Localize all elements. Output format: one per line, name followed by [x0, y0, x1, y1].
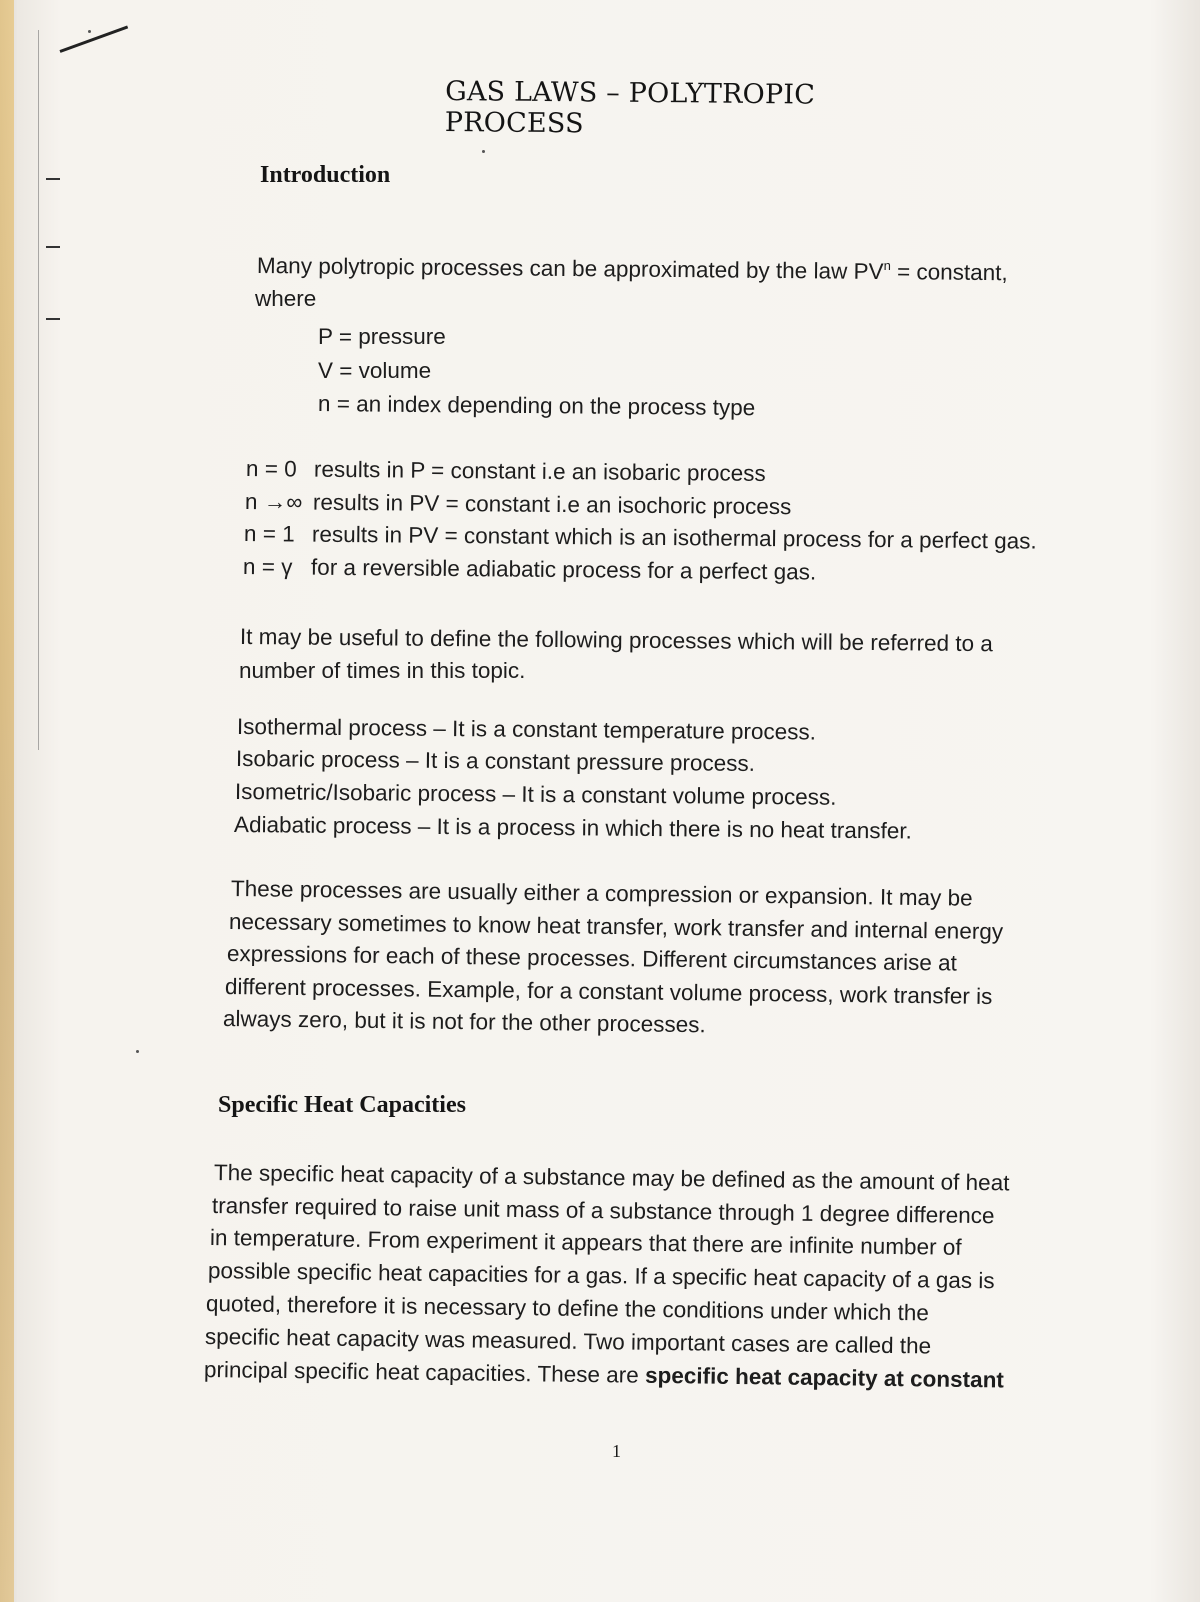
intro-line: where — [255, 286, 317, 311]
case-row: n →∞ results in PV = constant i.e an isochoric process — [244, 489, 792, 520]
paragraph-line: specific heat capacity was measured. Two important cases are called the — [204, 1324, 932, 1359]
margin-tick — [46, 246, 60, 248]
case-row: n = γ for a reversible adiabatic process for a perfect gas. — [242, 554, 817, 585]
paragraph-line: necessary sometimes to know heat transfer, work transfer and internal energy — [228, 909, 1004, 945]
definition-item: n = an index depending on the process type — [317, 391, 756, 421]
binding-edge — [0, 0, 14, 1602]
paragraph-line: in temperature. From experiment it appears that there are infinite number of — [209, 1225, 962, 1260]
page-number: 1 — [612, 1441, 621, 1461]
process-definition: Isometric/Isobaric process – It is a constant volume process. — [234, 779, 837, 810]
margin-tick — [46, 318, 60, 320]
paragraph-line: possible specific heat capacities for a gas. If a specific heat capacity of a gas is — [207, 1258, 995, 1294]
speck — [482, 150, 485, 153]
section-heading-introduction: Introduction — [260, 162, 391, 188]
paragraph-line: It may be useful to define the following processes which will be referred to a — [239, 624, 993, 657]
paragraph-line: transfer required to raise unit mass of a substance through 1 degree difference — [211, 1193, 995, 1229]
page-title: GAS LAWS – POLYTROPIC PROCESS — [444, 76, 816, 140]
process-definition: Isothermal process – It is a constant temperature process. — [236, 714, 817, 745]
paragraph-line: principal specific heat capacities. These are specific heat capacity at constant — [203, 1357, 1005, 1393]
paragraph-line: The specific heat capacity of a substance may be defined as the amount of heat — [213, 1160, 1010, 1196]
paragraph-line: different processes. Example, for a constant volume process, work transfer is — [224, 974, 993, 1010]
paragraph-line: quoted, therefore it is necessary to define the conditions under which the — [205, 1291, 930, 1326]
process-definition: Isobaric process – It is a constant pressure process. — [235, 746, 756, 776]
definition-item: P = pressure — [318, 324, 446, 349]
pen-mark — [59, 25, 128, 52]
process-definition: Adiabatic process – It is a process in which there is no heat transfer. — [233, 812, 912, 844]
paragraph-line: always zero, but it is not for the other processes. — [222, 1006, 706, 1038]
intro-line: Many polytropic processes can be approximated by the law $PV^n$ = constant, — [256, 253, 1008, 286]
paragraph-line: expressions for each of these processes. Different circumstances arise at — [226, 941, 958, 976]
section-heading-specific-heat: Specific Heat Capacities — [218, 1092, 466, 1118]
margin-rule — [38, 30, 39, 750]
speck — [88, 30, 91, 33]
speck — [136, 1050, 139, 1053]
paragraph-line: These processes are usually either a compression or expansion. It may be — [230, 876, 973, 911]
margin-tick — [46, 178, 60, 180]
case-row: n = 1 results in PV = constant which is an isothermal process for a perfect gas. — [243, 521, 1037, 554]
case-row: n = 0 results in P = constant i.e an isobaric process — [245, 456, 766, 486]
paragraph-line: number of times in this topic. — [239, 658, 526, 683]
definition-item: V = volume — [318, 358, 432, 383]
